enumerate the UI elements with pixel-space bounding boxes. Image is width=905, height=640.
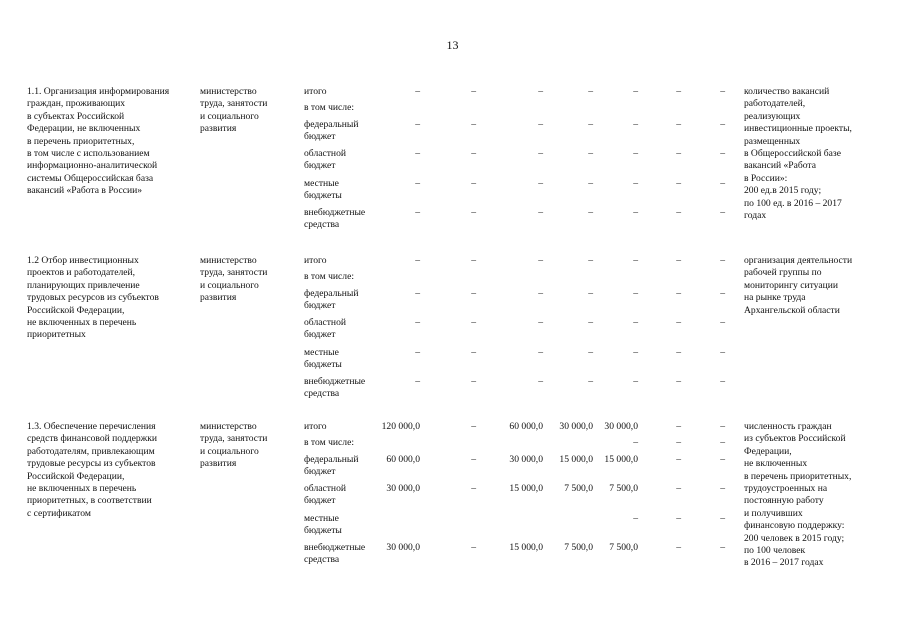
value-cell: – (720, 207, 725, 218)
value-cell: 30 000,0 (604, 421, 638, 432)
value-cell: – (676, 437, 681, 448)
value-cell: 30 000,0 (559, 421, 593, 432)
value-cell: – (471, 86, 476, 97)
value-cell: 7 500,0 (609, 483, 638, 494)
value-cell: – (471, 421, 476, 432)
value-cell: – (633, 288, 638, 299)
value-cell: – (720, 454, 725, 465)
row-label: итого (304, 86, 327, 97)
value-cell: – (676, 347, 681, 358)
row-label: местные бюджеты (304, 178, 342, 202)
value-cell: – (588, 148, 593, 159)
value-cell: 30 000,0 (509, 454, 543, 465)
value-cell: – (415, 288, 420, 299)
value-cell: – (720, 437, 725, 448)
value-cell: – (720, 542, 725, 553)
value-cell: – (720, 421, 725, 432)
section-executor: министерство труда, занятости и социального развития (200, 421, 268, 470)
value-cell: – (633, 376, 638, 387)
value-cell: – (588, 207, 593, 218)
value-cell: – (471, 454, 476, 465)
value-cell: – (676, 178, 681, 189)
value-cell: – (720, 347, 725, 358)
row-label: итого (304, 421, 327, 432)
value-cell: – (633, 86, 638, 97)
value-cell: – (588, 317, 593, 328)
value-cell: – (720, 148, 725, 159)
section-result: численность граждан из субъектов Российской Федерации, не включенных в перечень приоритетных, трудоустроенных на постоянную работу и получивших финансовую поддержку: 200 человек в 2015 году; по 100 человек в 2016 – 2017 годах (744, 421, 852, 569)
value-cell: – (415, 255, 420, 266)
row-label: федеральный бюджет (304, 454, 359, 478)
value-cell: – (471, 178, 476, 189)
row-label: федеральный бюджет (304, 288, 359, 312)
row-label: местные бюджеты (304, 347, 342, 371)
value-cell: – (720, 288, 725, 299)
value-cell: – (538, 178, 543, 189)
row-label: внебюджетные средства (304, 542, 366, 566)
value-cell: – (676, 207, 681, 218)
row-label: внебюджетные средства (304, 376, 366, 400)
value-cell: 120 000,0 (381, 421, 420, 432)
value-cell: – (633, 317, 638, 328)
value-cell: – (538, 148, 543, 159)
value-cell: – (415, 86, 420, 97)
value-cell: – (588, 255, 593, 266)
row-label: федеральный бюджет (304, 119, 359, 143)
value-cell: – (538, 119, 543, 130)
value-cell: – (538, 347, 543, 358)
value-cell: – (676, 317, 681, 328)
value-cell: 15 000,0 (509, 483, 543, 494)
value-cell: – (415, 178, 420, 189)
value-cell: – (676, 454, 681, 465)
row-label: в том числе: (304, 102, 355, 113)
value-cell: – (415, 317, 420, 328)
value-cell: – (676, 86, 681, 97)
value-cell: 30 000,0 (386, 483, 420, 494)
value-cell: – (676, 255, 681, 266)
section-executor: министерство труда, занятости и социального развития (200, 86, 268, 135)
section-title: 1.3. Обеспечение перечисления средств финансовой поддержки работодателям, привлекающим трудовые ресурсы из субъектов Российской Федерации, не включенных в перечень приоритетных, в соответствии с сертификатом (27, 421, 158, 519)
value-cell: – (633, 513, 638, 524)
value-cell: – (676, 288, 681, 299)
value-cell: – (471, 119, 476, 130)
value-cell: – (471, 542, 476, 553)
row-label: местные бюджеты (304, 513, 342, 537)
value-cell: – (633, 437, 638, 448)
row-label: областной бюджет (304, 317, 347, 341)
value-cell: – (633, 119, 638, 130)
value-cell: 7 500,0 (609, 542, 638, 553)
value-cell: – (538, 207, 543, 218)
value-cell: – (633, 255, 638, 266)
row-label: в том числе: (304, 271, 355, 282)
value-cell: – (538, 86, 543, 97)
value-cell: – (471, 255, 476, 266)
value-cell: – (720, 513, 725, 524)
value-cell: – (471, 376, 476, 387)
value-cell: – (415, 148, 420, 159)
value-cell: – (415, 376, 420, 387)
value-cell: – (538, 288, 543, 299)
value-cell: – (471, 207, 476, 218)
value-cell: – (415, 119, 420, 130)
section-result: организация деятельности рабочей группы по мониторингу ситуации на рынке труда Архангельской области (744, 255, 853, 316)
value-cell: – (588, 178, 593, 189)
value-cell: – (676, 421, 681, 432)
value-cell: – (676, 376, 681, 387)
value-cell: – (720, 178, 725, 189)
value-cell: – (676, 483, 681, 494)
value-cell: – (720, 317, 725, 328)
value-cell: 15 000,0 (509, 542, 543, 553)
value-cell: – (588, 376, 593, 387)
value-cell: – (633, 207, 638, 218)
value-cell: – (633, 347, 638, 358)
value-cell: – (720, 119, 725, 130)
value-cell: – (471, 347, 476, 358)
row-label: итого (304, 255, 327, 266)
section-title: 1.1. Организация информирования граждан, проживающих в субъектах Российской Федерации, не включенных в перечень приоритетных, в том числе с использованием информационно-аналитической системы Общероссийская база вакансий «Работа в России» (27, 86, 170, 197)
section-result: количество вакансий работодателей, реализующих инвестиционные проекты, размещенных в Общероссийской базе вакансий «Работа в России»: 200 ед.в 2015 году; по 100 ед. в 2016 – 2017 годах (744, 86, 852, 222)
value-cell: – (588, 86, 593, 97)
value-cell: – (633, 178, 638, 189)
value-cell: 7 500,0 (564, 542, 593, 553)
value-cell: – (720, 86, 725, 97)
value-cell: – (720, 255, 725, 266)
value-cell: 15 000,0 (559, 454, 593, 465)
section-title: 1.2 Отбор инвестиционных проектов и работодателей, планирующих привлечение трудовых ресурсов из субъектов Российской Федерации, не включенных в перечень приоритетных (27, 255, 159, 341)
value-cell: 30 000,0 (386, 542, 420, 553)
value-cell: – (676, 513, 681, 524)
value-cell: 60 000,0 (386, 454, 420, 465)
value-cell: – (471, 317, 476, 328)
value-cell: – (471, 288, 476, 299)
value-cell: – (588, 119, 593, 130)
value-cell: – (676, 119, 681, 130)
row-label: внебюджетные средства (304, 207, 366, 231)
value-cell: – (588, 347, 593, 358)
section-executor: министерство труда, занятости и социального развития (200, 255, 268, 304)
value-cell: – (676, 542, 681, 553)
value-cell: – (538, 317, 543, 328)
value-cell: – (633, 148, 638, 159)
value-cell: – (720, 483, 725, 494)
row-label: в том числе: (304, 437, 355, 448)
value-cell: – (415, 207, 420, 218)
value-cell: – (720, 376, 725, 387)
value-cell: – (538, 376, 543, 387)
value-cell: 7 500,0 (564, 483, 593, 494)
value-cell: – (471, 483, 476, 494)
value-cell: – (676, 148, 681, 159)
value-cell: – (415, 347, 420, 358)
row-label: областной бюджет (304, 148, 347, 172)
value-cell: 60 000,0 (509, 421, 543, 432)
page-number: 13 (446, 38, 459, 52)
value-cell: – (471, 148, 476, 159)
value-cell: – (538, 255, 543, 266)
value-cell: 15 000,0 (604, 454, 638, 465)
row-label: областной бюджет (304, 483, 347, 507)
value-cell: – (588, 288, 593, 299)
